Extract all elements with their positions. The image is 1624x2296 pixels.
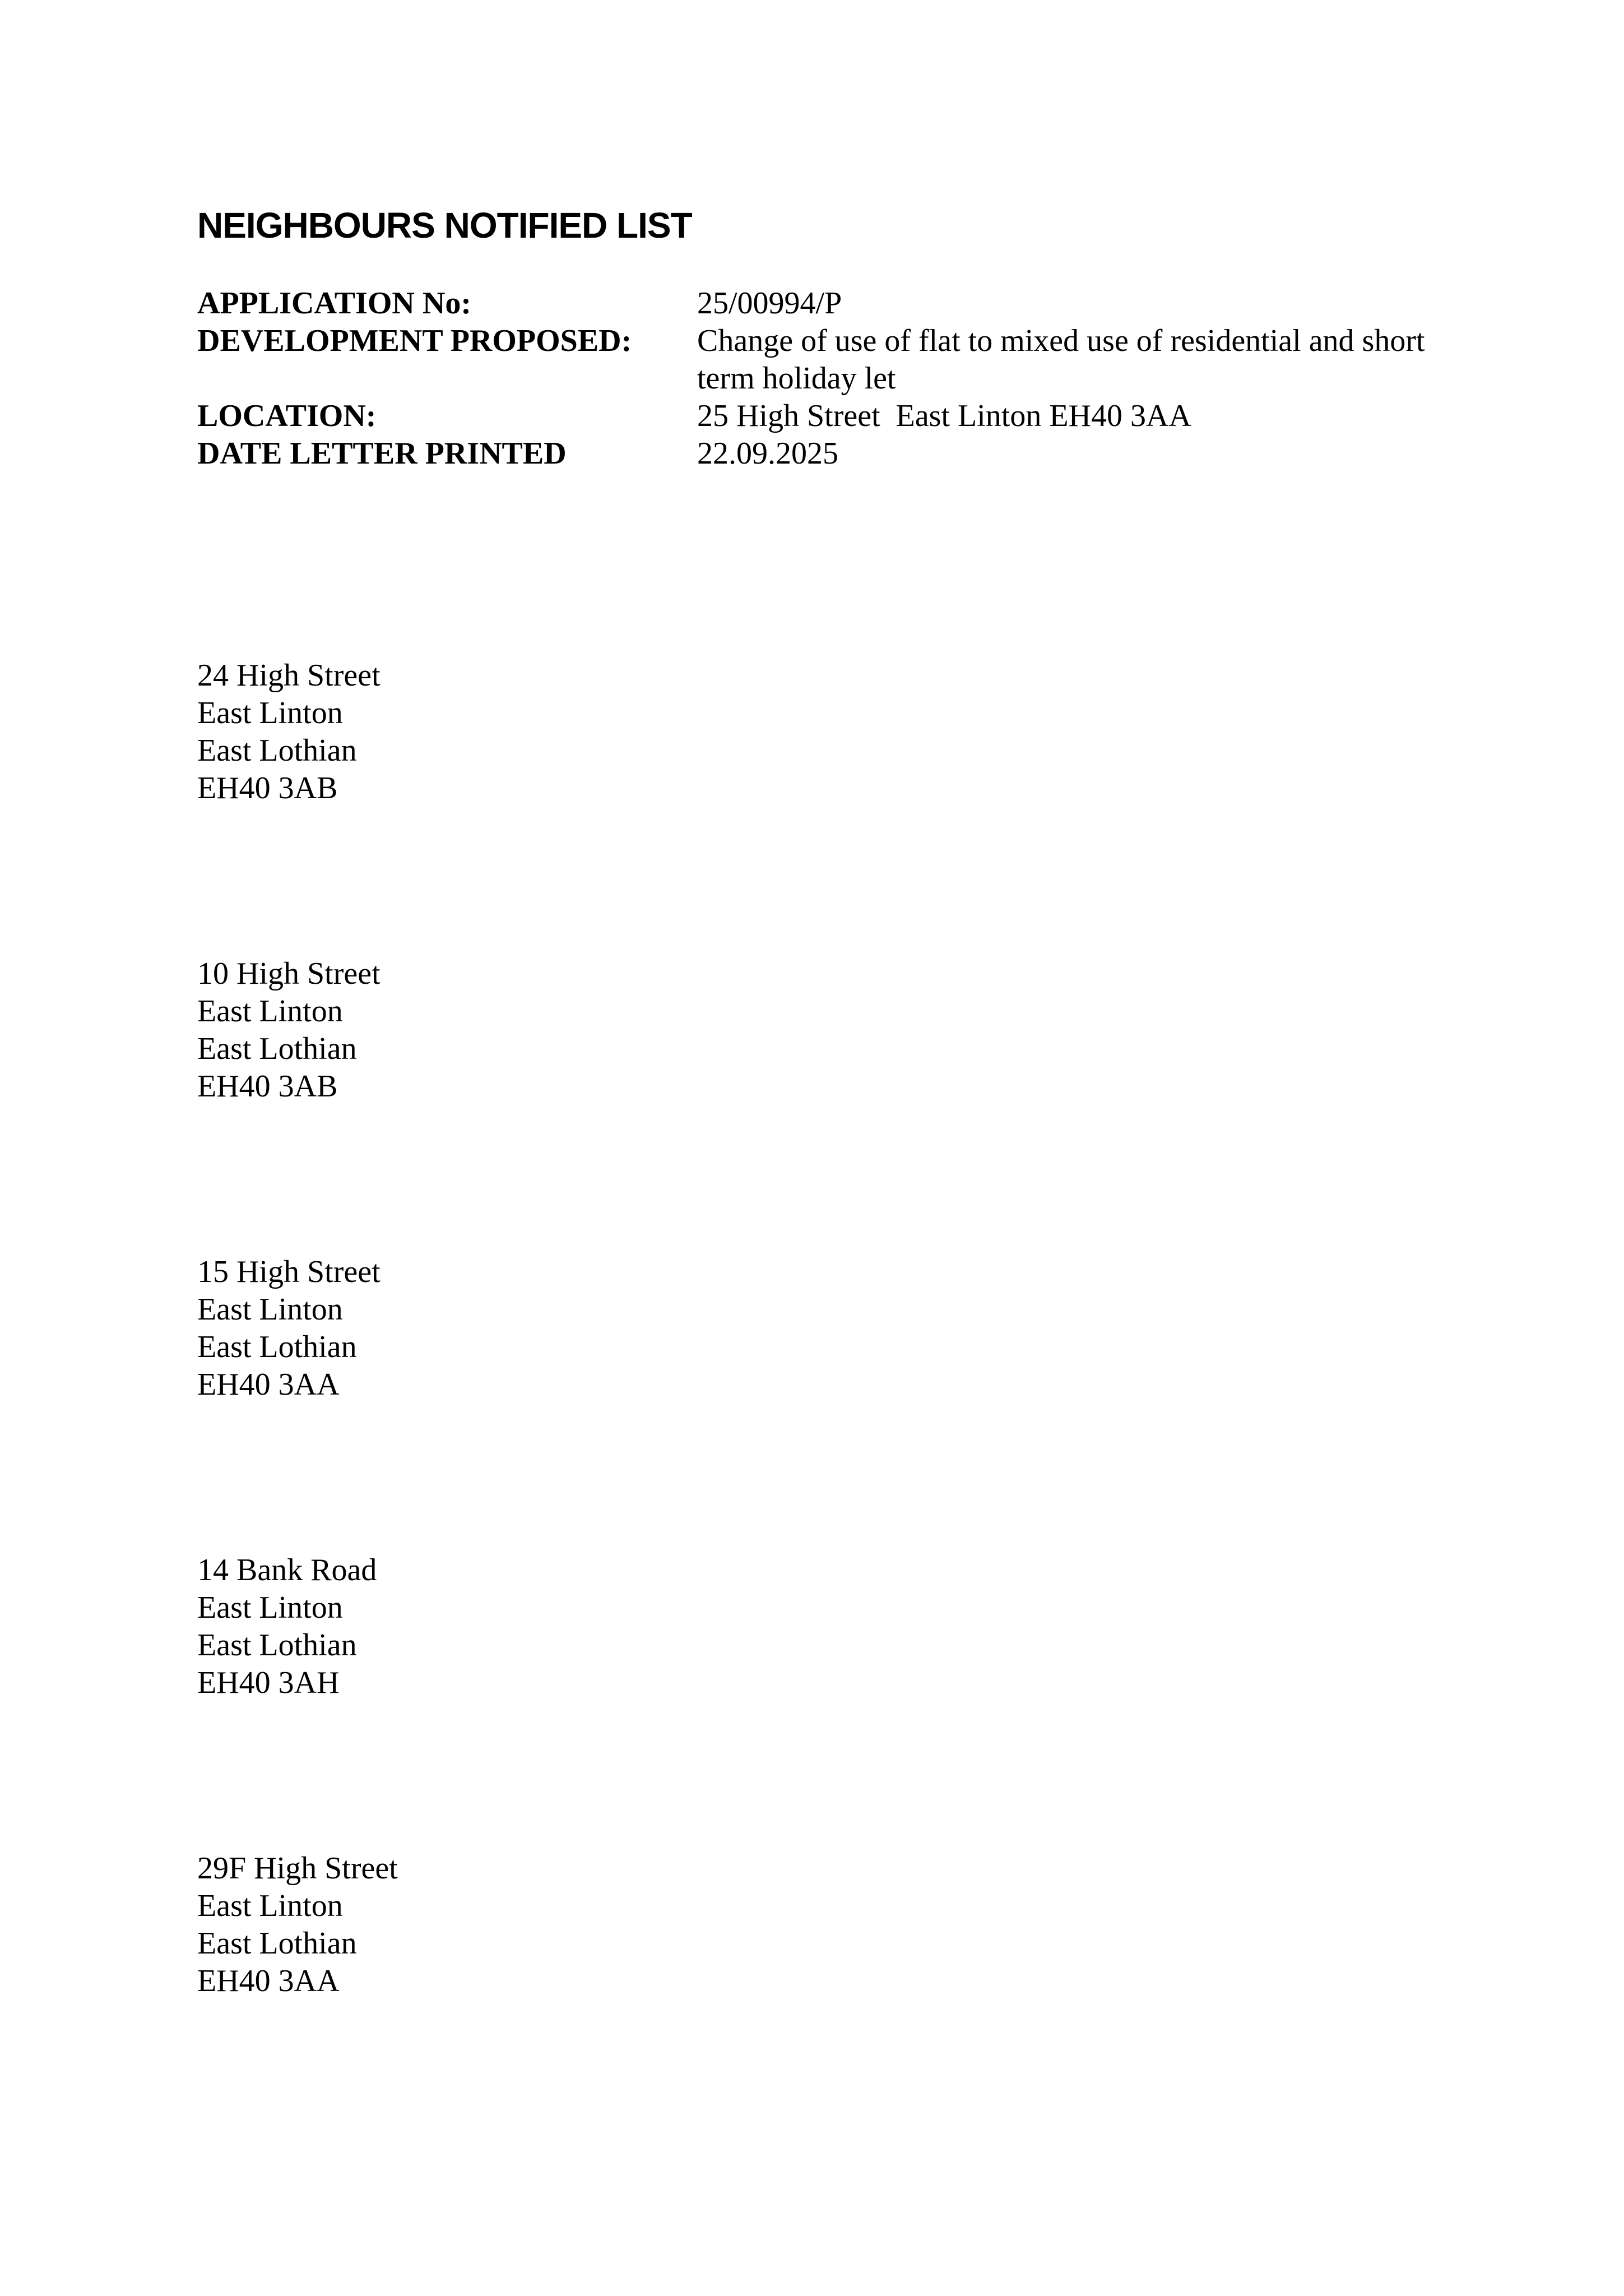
address-town: East Linton [197,1590,343,1625]
address-postcode: EH40 3AA [197,1964,340,1998]
address-line: 29F High Street [197,1851,398,1886]
field-value: Change of use of flat to mixed use of residential and short term holiday let [697,323,1433,396]
field-label: DATE LETTER PRINTED [197,436,567,471]
field-application-number [197,285,1486,322]
field-value: 25/00994/P [697,286,842,321]
address-region: East Lothian [197,1628,357,1663]
address-region: East Lothian [197,1926,357,1961]
address-block [197,955,381,1105]
field-label: DEVELOPMENT PROPOSED: [197,323,632,358]
address-postcode: EH40 3AH [197,1665,340,1700]
application-details [197,285,1486,473]
address-town: East Linton [197,1292,343,1327]
address-postcode: EH40 3AB [197,1069,338,1104]
address-postcode: EH40 3AB [197,771,338,806]
address-line: 15 High Street [197,1255,381,1289]
page-title: NEIGHBOURS NOTIFIED LIST [197,205,692,246]
address-postcode: EH40 3AA [197,1367,340,1402]
field-label: APPLICATION No: [197,286,471,321]
field-location [197,397,1486,435]
address-town: East Linton [197,1888,343,1923]
address-block [197,657,381,807]
address-block [197,1552,377,1702]
address-line: 14 Bank Road [197,1553,377,1587]
address-region: East Lothian [197,1330,357,1364]
address-region: East Lothian [197,1031,357,1066]
field-label: LOCATION: [197,399,377,433]
field-value: 22.09.2025 [697,436,838,471]
address-block [197,1253,381,1404]
address-line: 24 High Street [197,658,381,693]
address-block [197,1850,398,2000]
field-value: 25 High Street East Linton EH40 3AA [697,399,1191,433]
address-region: East Lothian [197,733,357,768]
address-town: East Linton [197,696,343,730]
field-development-proposed [197,322,1486,397]
address-line: 10 High Street [197,956,381,991]
address-town: East Linton [197,994,343,1029]
field-date-letter-printed [197,435,1486,473]
